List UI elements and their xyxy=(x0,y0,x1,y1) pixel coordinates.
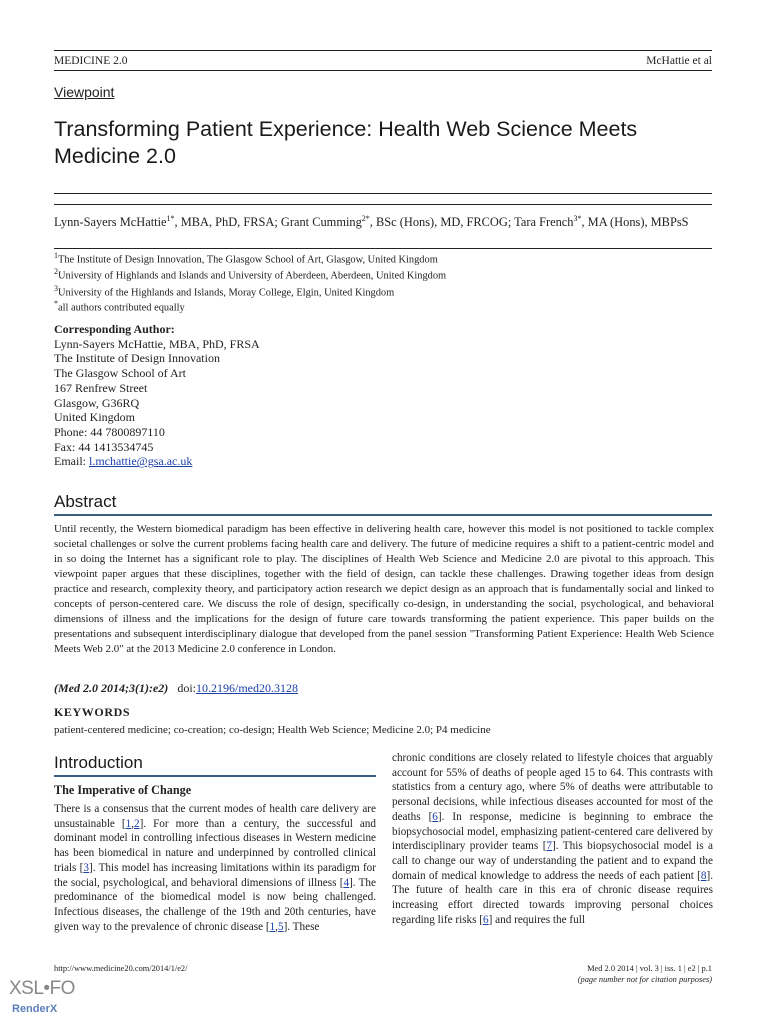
affiliation-note-text: all authors contributed equally xyxy=(58,302,185,314)
subsection-heading: The Imperative of Change xyxy=(54,783,192,797)
text-run: ]. This model has increasing limitations within its paradigm for the social, psychological, and behavioral dimensions of illness [ xyxy=(54,861,376,889)
renderx-watermark: RenderX xyxy=(12,1003,58,1015)
affiliation-3 xyxy=(54,284,714,298)
text-run: , xyxy=(131,817,134,830)
author-3-sup: 3* xyxy=(573,214,582,223)
author-2-sup: 2* xyxy=(361,214,370,223)
affiliation-1-text: The Institute of Design Innovation, The Glasgow School of Art, Glasgow, United Kingdom xyxy=(58,254,438,266)
abstract-text: Until recently, the Western biomedical paradigm has been effective in delivering health care, however this model is not positioned to tackle complex societal challenges or solve the current problems facing health care and delivery. The future of medicine requires a shift to a patient-centric model and in so doing the Internet has a significant role to play. The disciplines of Health Web Science and Medicine 2.0 are pivotal to this approach. This viewpoint paper argues that these disciplines, together with the field of design, can tackle these challenges. Drawing together ideas from design practice and research, complexity theory, and participatory action research we depict design as an approach that is fundamentally social and linked to concepts of person-centered care. We discuss the role of design, specifically co-design, in understanding the social, psychological, and behavioral dimensions of illness and the implications for the design of future care towards transforming the patient experience. This paper builds on the presentations and subsequent interdisciplinary dialogue that developed from the panel session "Transforming Patient Experience: Health Web Science Meets Web 2.0" at the 2013 Medicine 2.0 conference in London. xyxy=(54,523,714,655)
corresponding-line: Phone: 44 7800897110 xyxy=(54,424,165,439)
title-rule-bottom xyxy=(54,204,712,205)
text-run: ]. The predominance of the biomedical model is now being challenged. Infectious diseases, the challenge of the 19th and 20th centuries, have given way to the prevalence of chronic disease [ xyxy=(54,876,376,933)
corresponding-author-block xyxy=(54,322,454,469)
reference-link[interactable]: 3 xyxy=(83,861,89,874)
affiliation-note-sup: * xyxy=(54,299,58,308)
corresponding-author-heading: Corresponding Author: xyxy=(54,322,175,336)
author-3-degrees: , MA (Hons), MBPsS xyxy=(581,215,689,230)
corresponding-line: United Kingdom xyxy=(54,410,135,425)
reference-link[interactable]: 7 xyxy=(546,840,553,853)
introduction-heading: Introduction xyxy=(54,753,143,772)
running-header-journal: MEDICINE 2.0 xyxy=(54,55,128,67)
footer-page-note: (page number not for citation purposes) xyxy=(577,975,712,984)
affiliation-3-text: University of the Highlands and Islands, Moray College, Elgin, United Kingdom xyxy=(58,287,395,299)
affiliation-1 xyxy=(54,251,714,265)
intro-right-column xyxy=(392,751,713,927)
text-run: ]. The future of health care in this era of chronic disease requires increasing effort directed towards improving personal choices regarding life risks [ xyxy=(392,869,713,926)
corresponding-line: The Glasgow School of Art xyxy=(54,366,186,381)
author-1-degrees: , MBA, PhD, FRSA; Grant Cumming xyxy=(174,215,362,230)
affiliation-2-text: University of Highlands and Islands and University of Aberdeen, Aberdeen, United Kingdom xyxy=(58,270,447,282)
corresponding-line: Fax: 44 1413534745 xyxy=(54,439,154,454)
corresponding-line: 167 Renfrew Street xyxy=(54,380,148,395)
author-1-sup: 1* xyxy=(166,214,175,223)
article-title: Transforming Patient Experience: Health Web Science Meets Medicine 2.0 xyxy=(54,117,638,168)
reference-link[interactable]: 1 xyxy=(269,920,276,933)
keywords-text: patient-centered medicine; co-creation; co-design; Health Web Science; Medicine 2.0; P4 medicine xyxy=(54,724,491,736)
affiliation-3-sup: 3 xyxy=(54,284,58,293)
affiliation-2 xyxy=(54,267,714,281)
introduction-rule xyxy=(54,775,376,777)
intro-left-column xyxy=(54,802,376,934)
text-run: , xyxy=(275,920,278,933)
affiliation-1-sup: 1 xyxy=(54,251,58,260)
header-bottom-rule xyxy=(54,70,712,71)
footer-page-info: Med 2.0 2014 | vol. 3 | iss. 1 | e2 | p.1 xyxy=(587,964,712,973)
abstract-heading: Abstract xyxy=(54,492,117,511)
text-run: ]. For more than a century, the successful and dominant model in controlling infectious diseases in Western medicine has been biomedical in nature and underpinned by controlled clinical trials [ xyxy=(54,817,376,874)
affiliation-note xyxy=(54,299,714,313)
reference-link[interactable]: 2 xyxy=(133,817,140,830)
corresponding-line: Lynn-Sayers McHattie, MBA, PhD, FRSA xyxy=(54,336,260,351)
keywords-heading: KEYWORDS xyxy=(54,705,131,719)
doi-label: doi: xyxy=(177,681,196,695)
abstract-rule xyxy=(54,514,712,516)
reference-link[interactable]: 8 xyxy=(700,869,707,882)
footer-url[interactable]: http://www.medicine20.com/2014/1/e2/ xyxy=(54,964,188,973)
text-run: ]. These xyxy=(283,920,320,933)
affiliation-2-sup: 2 xyxy=(54,267,58,276)
reference-link[interactable]: 1 xyxy=(125,817,132,830)
doi-link[interactable]: 10.2196/med20.3128 xyxy=(195,681,298,695)
reference-link[interactable]: 4 xyxy=(343,876,350,889)
corresponding-line: Glasgow, G36RQ xyxy=(54,395,140,410)
author-1-name: Lynn-Sayers McHattie xyxy=(54,215,167,230)
running-header-authors: McHattie et al xyxy=(646,55,712,67)
author-2-degrees: , BSc (Hons), MD, FRCOG; Tara French xyxy=(369,215,574,230)
text-run: ]. This biopsychosocial model is a call to change our way of understanding the patient and to expand the domain of medical knowledge to address the needs of each patient [ xyxy=(392,840,713,882)
reference-link[interactable]: 6 xyxy=(432,810,438,823)
header-top-rule xyxy=(54,50,712,51)
article-type: Viewpoint xyxy=(54,84,115,100)
reference-link[interactable]: 5 xyxy=(277,920,284,933)
citation-ref: (Med 2.0 2014;3(1):e2) xyxy=(54,681,169,695)
corresponding-line: The Institute of Design Innovation xyxy=(54,351,220,366)
email-label: Email: xyxy=(54,454,89,469)
email-link[interactable]: l.mchattie@gsa.ac.uk xyxy=(89,454,193,469)
title-rule-top xyxy=(54,193,712,194)
xslfo-watermark: XSL•FO xyxy=(9,978,75,999)
reference-link[interactable]: 6 xyxy=(483,913,489,926)
text-run: ]. In response, medicine is beginning to embrace the biopsychosocial model, emphasizing patient-centered care delivered by interdisciplinary provider teams [ xyxy=(392,810,713,853)
text-run: ] and requires the full xyxy=(488,913,585,926)
citation-line xyxy=(54,681,298,696)
text-run: chronic conditions are closely related to lifestyle choices that arguably account for 55% of deaths of people aged 15 to 64. This contrasts with statistics from a century ago, where 5% of deaths were attributable to personal decisions, while infectious diseases accounted for most of the deaths [ xyxy=(392,752,713,823)
text-run: There is a consensus that the current modes of health care delivery are unsustainable [ xyxy=(54,803,376,830)
authors-rule xyxy=(54,248,712,249)
author-list xyxy=(54,211,712,230)
